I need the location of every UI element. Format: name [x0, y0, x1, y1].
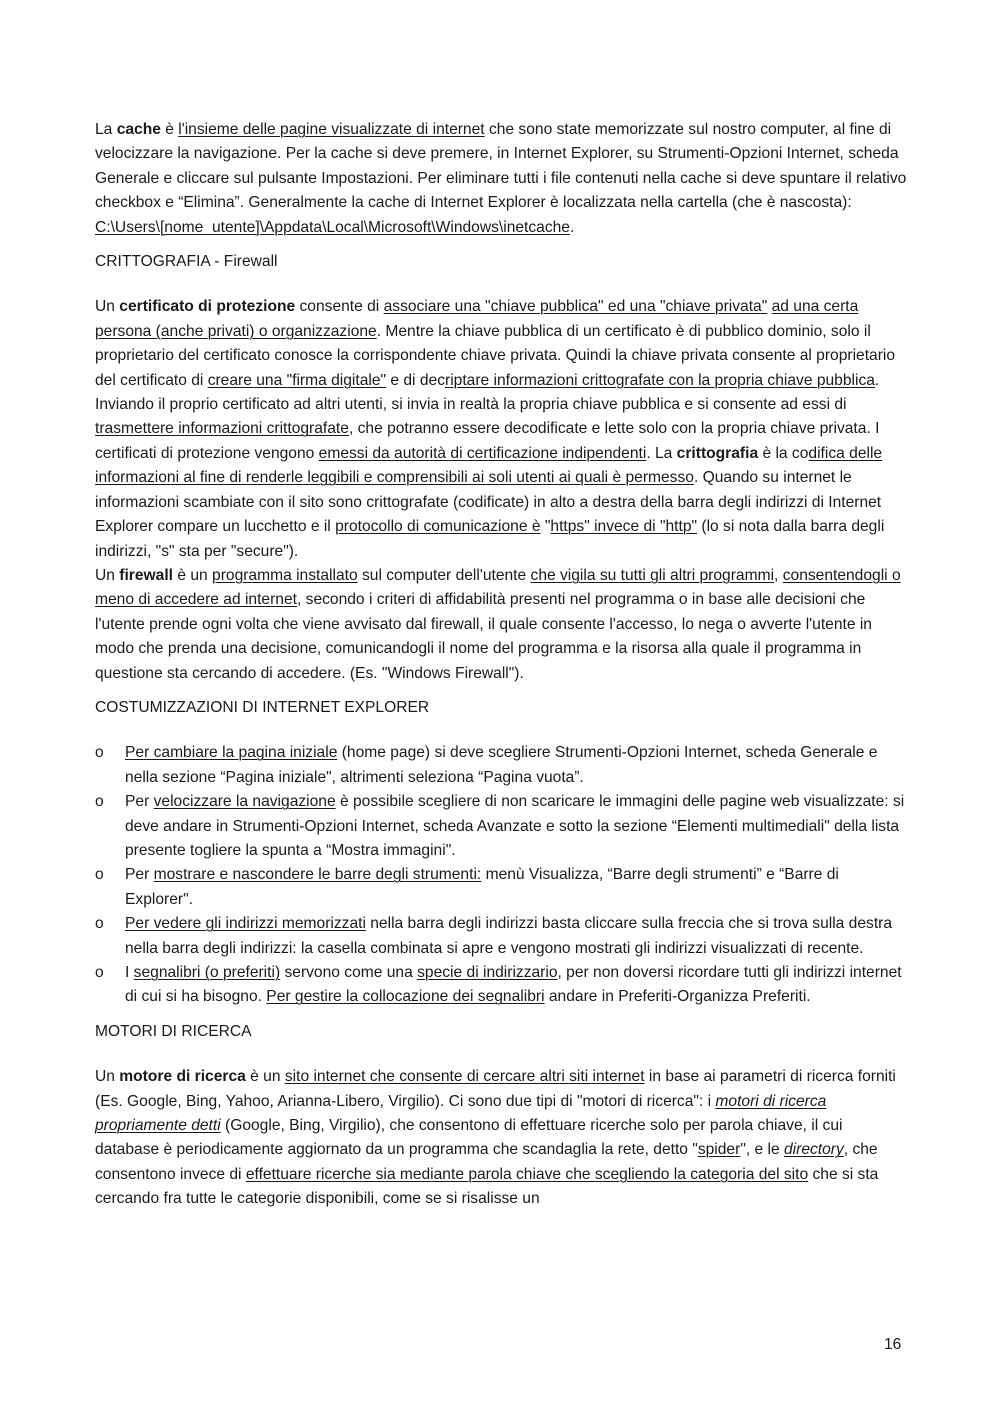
underlined-italic-phrase: directory: [784, 1141, 844, 1159]
text-run: in base ai parametri di ricerca forniti (Es. Google, Bing, Yahoo, Arianna-Libero, Virgilio). Ci sono due tipi di "motori di ricerca": i: [95, 1068, 896, 1110]
text-run: .: [569, 218, 575, 236]
underlined-phrase: velocizzare la navigazione: [153, 793, 336, 811]
text-run: Un: [95, 566, 120, 584]
text-run: andare in Preferiti-Organizza Preferiti.: [544, 988, 811, 1006]
cache-folder-path: C:\Users\[nome_utente]\Appdata\Local\Microsoft\Windows\inetcache: [95, 218, 570, 236]
underlined-phrase: specie di indirizzario: [417, 964, 558, 981]
text-run: che si sta cercando fra tutte le categorie disponibili, come se si risalisse un: [95, 1165, 879, 1208]
text-run: che sono state memorizzate sul nostro computer, al fine di velocizzare la navigazione. Per la cache si deve premere, in Internet Explorer, su Strumenti-Opzioni Internet, scheda Generale e cliccare sul pulsante Impostazioni. Per eliminare tutti i file contenuti nella cache si deve spuntare il relativo checkbox e “Elimina”. Generalmente la cache di Internet Explorer è localizzata nella cartella (che è nascosta):: [95, 121, 907, 212]
text-run: servono come una: [280, 964, 418, 981]
list-item: [95, 961, 907, 1010]
list-item: [95, 741, 907, 790]
text-run: La: [95, 121, 117, 138]
term-firewall: firewall: [119, 566, 174, 584]
text-run: è possibile scegliere di non scaricare le immagini delle pagine web visualizzate: si deve andare in Strumenti-Opzioni Internet, scheda Avanzate e sotto la sezione “Elementi multimediali" della lista presente togliere la spunta a “Mostra immagini".: [125, 793, 905, 859]
underlined-phrase: consentendogli o meno di accedere ad internet: [95, 566, 901, 609]
text-run: , secondo i criteri di affidabilità presenti nel programma o in base alle decisioni che l'utente prende ogni volta che viene avvisato dal firewall, il quale consente l'accesso, lo nega o avverte l'utente in modo che prenda una decisione, comunicandogli il nome del programma e la risorsa alla quale il programma in questione sta cercando di accedere. (Es. "Windows Firewall").: [95, 591, 872, 682]
term-motore-di-ricerca: motore di ricerca: [119, 1068, 246, 1086]
section-heading-costumizzazioni: COSTUMIZZAZIONI DI INTERNET EXPLORER: [95, 698, 430, 716]
underlined-italic-phrase: motori di ricerca propriamente detti: [95, 1092, 827, 1135]
text-run: è la co: [758, 444, 809, 462]
paragraph-cache: [95, 118, 907, 240]
term-crittografia: crittografia: [676, 444, 759, 462]
text-run: (home page) si deve scegliere Strumenti-Opzioni Internet, scheda Generale e nella sezione “Pagina iniziale", altrimenti seleziona “Pagina vuota”.: [125, 744, 878, 786]
bullet-o: o: [95, 793, 104, 811]
bullet-o: o: [95, 964, 104, 981]
section-heading-crittografia: CRITTOGRAFIA - Firewall: [95, 253, 278, 271]
paragraph-firewall: [95, 564, 907, 686]
text-run: menù Visualizza, “Barre degli strumenti” e “Barre di Explorer".: [125, 866, 839, 908]
customization-list: [95, 741, 907, 1009]
text-run: Un: [95, 1068, 120, 1086]
bullet-o: o: [95, 866, 104, 884]
text-run: ,: [774, 566, 783, 584]
section-heading-motori: MOTORI DI RICERCA: [95, 1022, 252, 1040]
text-run: Per: [125, 866, 154, 884]
text-run: nella barra degli indirizzi basta cliccare sulla freccia che si trova sulla destra nella barra degli indirizzi: la casella combinata si apre e vengono mostrati gli indirizzi visualizzati di recente.: [125, 915, 893, 957]
text-run: Per: [125, 793, 154, 811]
underlined-phrase: emessi da autorità di certificazione indipendenti: [318, 444, 647, 462]
text-run: I: [125, 964, 134, 981]
bullet-o: o: [95, 915, 104, 933]
underlined-phrase: trasmettere informazioni crittografate: [95, 420, 349, 438]
bullet-o: o: [95, 744, 104, 762]
underlined-phrase: difica delle informazioni al fine di renderle leggibili e comprensibili ai soli utenti ai quali è permesso: [95, 444, 883, 487]
text-run: . Quando su internet le informazioni scambiate con il sito sono crittografate (codificate) in alto a destra della barra degli indirizzi di Internet Explorer compare un lucchetto e il: [95, 469, 882, 536]
text-run: . Inviando il proprio certificato ad altri utenti, si invia in realtà la propria chiave pubblica e si consente ad essi di: [95, 371, 880, 414]
text-run: . La: [646, 444, 677, 462]
text-run: ": [540, 518, 551, 536]
underlined-phrase: protocollo di comunicazione è: [335, 518, 541, 536]
text-run: consente di: [295, 298, 384, 316]
list-item: [95, 790, 907, 863]
underlined-phrase: creare una "firma digitale": [207, 371, 387, 389]
text-run: e di dec: [386, 371, 445, 389]
text-run: , che potranno essere decodificate e lette solo con la propria chiave privata. I certificati di protezione vengono: [95, 420, 880, 462]
underlined-phrase: Per cambiare la pagina iniziale: [125, 744, 338, 762]
underlined-phrase: ad una certa persona (anche privati) o organizzazione: [95, 298, 859, 340]
list-item: [95, 863, 907, 912]
underlined-phrase: riptare informazioni crittografate con la propria chiave pubblica: [445, 371, 875, 389]
term-cache: cache: [116, 121, 161, 138]
page-content: [95, 118, 907, 1222]
text-run: , per non doversi ricordare tutti gli indirizzi internet di cui si ha bisogno.: [125, 964, 902, 1006]
underlined-phrase: l'insieme delle pagine visualizzate di internet: [178, 121, 485, 138]
paragraph-motori: [95, 1065, 907, 1211]
underlined-phrase: associare una "chiave pubblica" ed una "chiave privata": [383, 298, 768, 316]
underlined-phrase: https" invece di "http": [550, 518, 698, 536]
underlined-phrase: segnalibri (o preferiti): [133, 964, 281, 981]
underlined-phrase: sito internet che consente di cercare altri siti internet: [284, 1068, 645, 1086]
list-item: [95, 912, 907, 961]
text-run: ", e le: [740, 1141, 784, 1159]
text-run: . Mentre la chiave pubblica di un certificato è di pubblico dominio, solo il proprietario del certificato conosce la corrispondente chiave privata. Quindi la chiave privata consente al proprietario del certificato di: [95, 322, 896, 389]
text-run: è: [160, 121, 179, 138]
underlined-phrase: che vigila su tutti gli altri programmi: [530, 566, 775, 584]
page-number: 16: [884, 1336, 902, 1353]
text-run: è un: [245, 1068, 285, 1086]
underlined-phrase: Per vedere gli indirizzi memorizzati: [125, 915, 366, 933]
underlined-phrase: effettuare ricerche sia mediante parola chiave che scegliendo la categoria del sito: [245, 1165, 809, 1183]
underlined-phrase: Per gestire la collocazione dei segnalibri: [266, 988, 545, 1006]
text-run: (lo si nota dalla barra degli indirizzi, "s" sta per "secure").: [95, 518, 885, 560]
underlined-phrase: mostrare e nascondere le barre degli strumenti:: [153, 866, 482, 884]
paragraph-certificato: [95, 295, 907, 563]
underlined-phrase: spider: [697, 1141, 741, 1159]
text-run: Un: [95, 298, 120, 316]
underlined-phrase: programma installato: [212, 566, 358, 584]
text-run: , che consentono invece di: [95, 1141, 878, 1183]
text-run: (Google, Bing, Virgilio), che consentono di effettuare ricerche solo per parola chiave, il cui database è periodicamente aggiornato da un programma che scandaglia la rete, detto ": [95, 1117, 843, 1159]
term-certificato: certificato di protezione: [119, 298, 296, 316]
text-run: è un: [173, 566, 213, 584]
text-run: sul computer dell'utente: [357, 566, 531, 584]
